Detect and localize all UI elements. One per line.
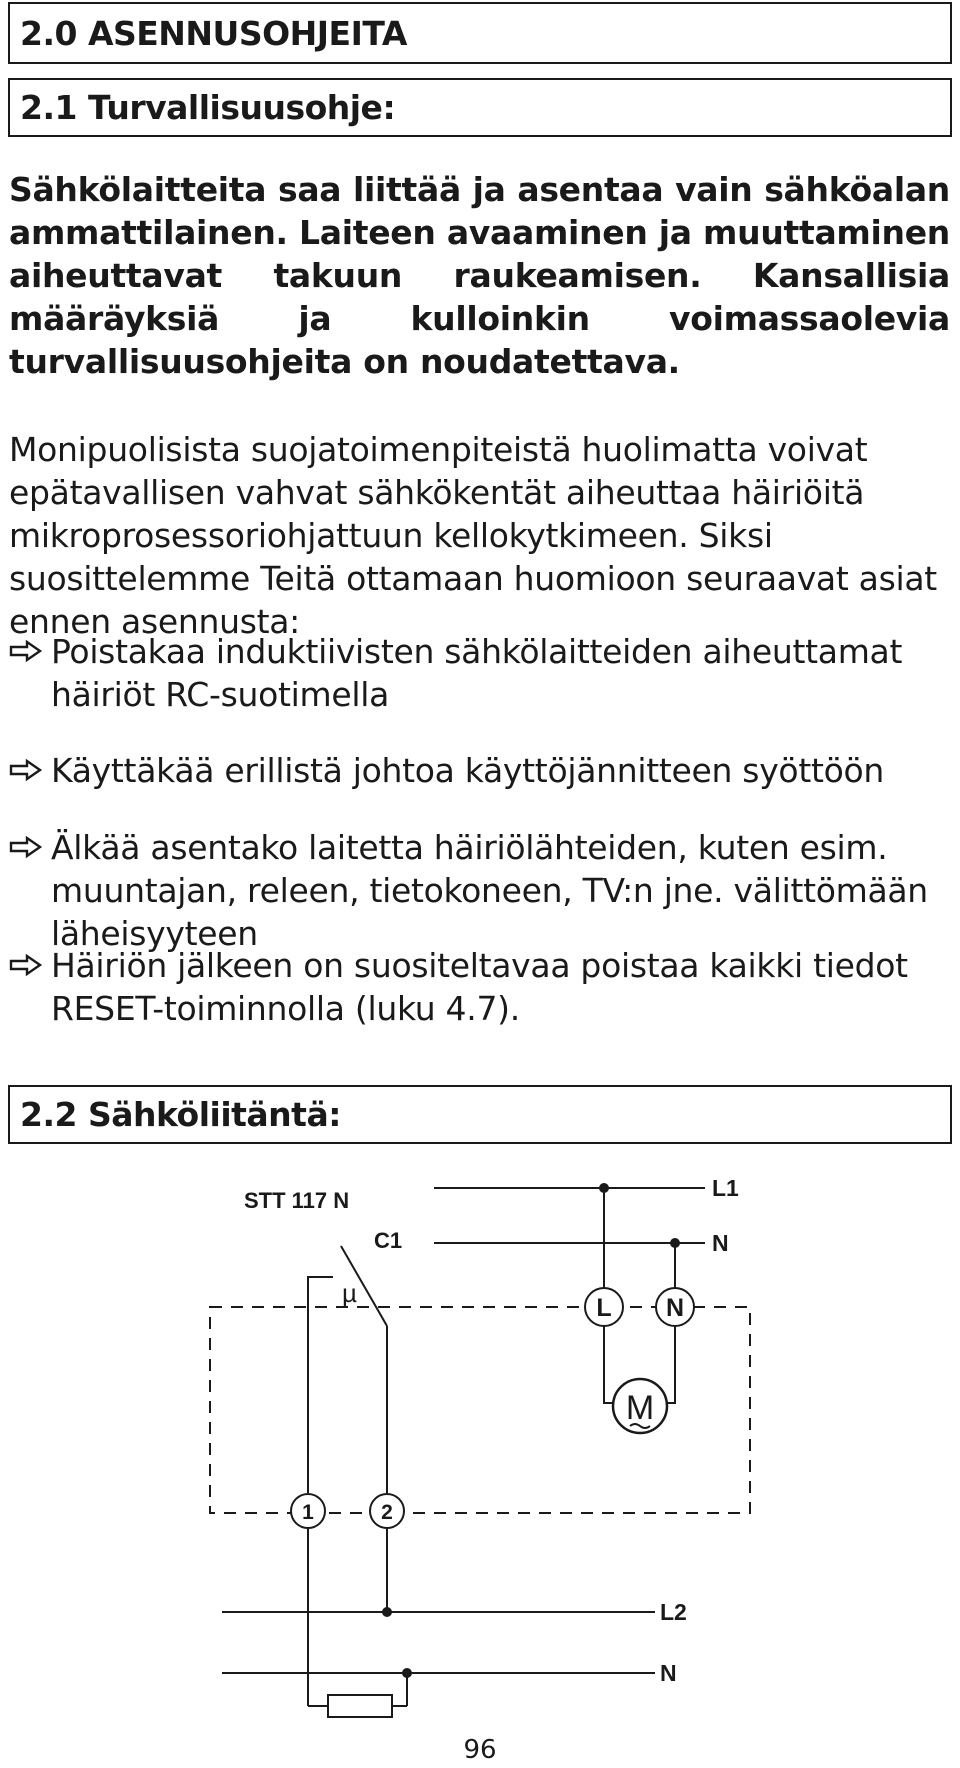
bullet-item	[9, 630, 950, 716]
resistor-load	[328, 1695, 392, 1717]
bullet-text: Poistakaa induktiivisten sähkölaitteiden aiheuttamat häiriöt RC-suotimella	[51, 632, 903, 714]
hollow-arrow-right-icon	[9, 835, 43, 859]
terminal-2-label: 2	[381, 1501, 393, 1524]
hollow-arrow-right-icon	[9, 953, 43, 977]
label-n-bottom: N	[660, 1660, 677, 1686]
wire	[308, 1277, 333, 1326]
section-heading-text: 2.0 ASENNUSOHJEITA	[20, 13, 407, 53]
terminal-n-label: N	[665, 1294, 685, 1322]
wire	[667, 1326, 675, 1403]
bullet-item	[9, 749, 950, 792]
section-heading	[8, 2, 952, 64]
terminal-1-label: 1	[302, 1501, 314, 1524]
motor-label: M	[625, 1389, 655, 1427]
safety-heading-text: 2.1 Turvallisuusohje:	[20, 88, 396, 127]
micro-symbol: µ	[342, 1278, 357, 1308]
bullet-text: Häiriön jälkeen on suositeltavaa poistaa kaikki tiedot RESET-toiminnolla (luku 4.7).	[51, 946, 908, 1028]
label-l2: L2	[660, 1599, 687, 1625]
wire	[604, 1326, 612, 1403]
label-l1: L1	[712, 1175, 739, 1201]
safety-paragraph: Sähkölaitteita saa liittää ja asentaa vain sähköalan ammattilainen. Laiteen avaaminen ja muuttaminen aiheuttavat takuun raukeamisen. Kansallisia määräyksiä ja kulloinkin voimassaolevia turvallisuusohjeita on noudatettava.	[9, 170, 950, 381]
interference-paragraph: Monipuolisista suojatoimenpiteistä huolimatta voivat epätavallisen vahvat sähkökentät aiheuttaa häiriöitä mikroprosessoriohjattuun kellokytkimeen. Siksi suosittelemme Teitä ottamaan huomioon seuraavat asiat ennen asennusta:	[9, 430, 937, 641]
hollow-arrow-right-icon	[9, 639, 43, 663]
contact-label: C1	[374, 1228, 403, 1253]
bullet-text: Älkää asentako laitetta häiriölähteiden, kuten esim. muuntajan, releen, tietokoneen, TV:n jne. välittömään läheisyyteen	[51, 828, 928, 953]
label-n-top: N	[712, 1230, 729, 1256]
safety-heading	[8, 78, 952, 137]
page-number: 96	[463, 1735, 497, 1765]
device-boundary	[210, 1307, 750, 1513]
bullet-item	[9, 826, 950, 955]
electrical-heading-text: 2.2 Sähköliitäntä:	[20, 1095, 341, 1134]
wiring-diagram	[0, 1150, 960, 1735]
hollow-arrow-right-icon	[9, 758, 43, 782]
device-label: STT 117 N	[244, 1188, 350, 1213]
terminal-l-label: L	[596, 1294, 612, 1322]
bullet-text: Käyttäkää erillistä johtoa käyttöjännitteen syöttöön	[51, 751, 884, 790]
junction-dot	[382, 1607, 392, 1617]
electrical-heading	[8, 1085, 952, 1144]
bullet-item	[9, 944, 950, 1030]
